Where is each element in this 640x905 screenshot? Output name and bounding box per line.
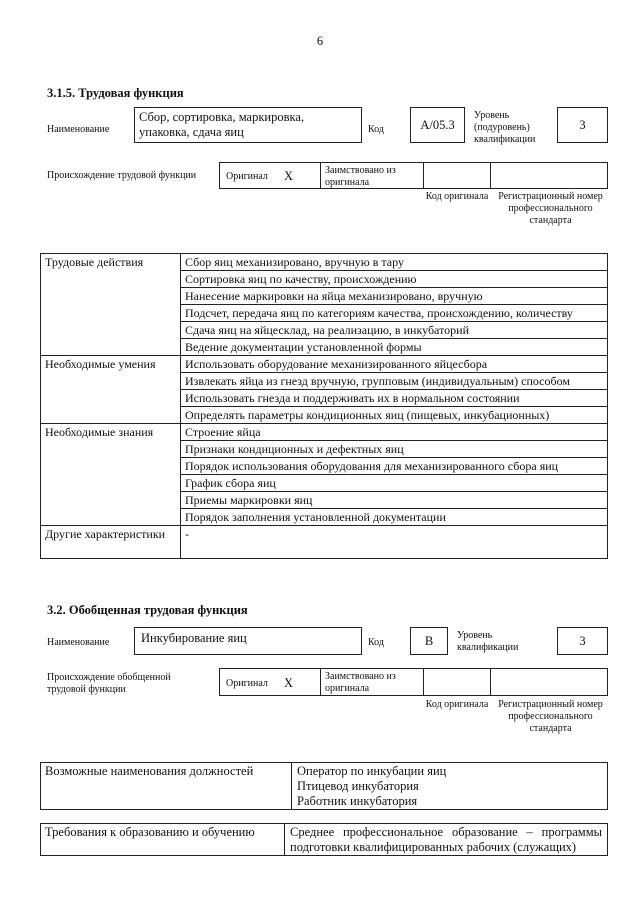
code-label: Код <box>368 124 384 135</box>
education-label: Требования к образованию и обучению <box>45 825 255 839</box>
table-row <box>41 356 608 373</box>
knowledge-item: График сбора яиц <box>181 475 608 492</box>
knowledge-item: Порядок заполнения установленной документации <box>181 509 608 526</box>
section-heading: 3.1.5. Трудовая функция <box>47 86 184 100</box>
education-value: Среднее профессиональное образование – программы подготовки квалифицированных рабочих (служащих) <box>290 825 602 854</box>
action-item: Подсчет, передача яиц по категориям качества, происхождению, количеству <box>181 305 608 322</box>
code-value: B <box>410 627 448 655</box>
level-value: 3 <box>557 107 608 143</box>
level-label: Уровень (подуровень) квалификации <box>474 110 536 145</box>
origin-box <box>219 162 608 189</box>
name-label: Наименование <box>47 637 110 648</box>
skill-item: Извлекать яйца из гнезд вручную, групповым (индивидуальным) способом <box>181 373 608 390</box>
skill-item: Использовать гнезда и поддерживать их в нормальном состоянии <box>181 390 608 407</box>
action-item: Сдача яиц на яйцесклад, на реализацию, в инкубаторий <box>181 322 608 339</box>
reg-number-caption: Регистрационный номер профессионального стандарта <box>498 699 603 734</box>
divider <box>423 669 424 695</box>
knowledge-item: Строение яйца <box>181 424 608 441</box>
positions-table <box>40 762 608 810</box>
other-label: Другие характеристики <box>41 526 181 559</box>
position-item: Работник инкубатория <box>297 794 418 808</box>
skill-item: Использовать оборудование механизированного яйцесбора <box>181 356 608 373</box>
function-name: Инкубирование яиц <box>141 631 247 645</box>
code-label: Код <box>368 637 384 648</box>
original-label: Оригинал <box>226 678 268 689</box>
code-value: A/05.3 <box>410 107 465 143</box>
table-row <box>41 254 608 271</box>
action-item: Нанесение маркировки на яйца механизировано, вручную <box>181 288 608 305</box>
action-item: Сбор яиц механизировано, вручную в тару <box>181 254 608 271</box>
function-name-box <box>134 627 362 655</box>
divider <box>320 669 321 695</box>
function-name: Сбор, сортировка, маркировка, упаковка, сдача яиц <box>139 110 305 139</box>
reg-number-caption: Регистрационный номер профессионального стандарта <box>498 191 603 226</box>
skills-label: Необходимые умения <box>41 356 181 424</box>
page-number: 6 <box>316 34 324 48</box>
borrowed-label: Заимствовано из оригинала <box>325 671 396 694</box>
action-item: Ведение документации установленной формы <box>181 339 608 356</box>
skill-item: Определять параметры кондиционных яиц (пищевых, инкубационных) <box>181 407 608 424</box>
code-original-caption: Код оригинала <box>425 699 489 710</box>
divider <box>291 763 292 809</box>
other-value: - <box>181 526 608 559</box>
divider <box>284 824 285 855</box>
divider <box>490 669 491 695</box>
origin-box <box>219 668 608 696</box>
position-item: Птицевод инкубатория <box>297 779 419 793</box>
divider <box>423 163 424 188</box>
original-mark: X <box>284 169 294 183</box>
origin-label: Происхождение обобщенной трудовой функции <box>47 672 171 695</box>
level-value: 3 <box>557 627 608 655</box>
level-label: Уровень квалификации <box>457 630 519 653</box>
original-label: Оригинал <box>226 171 268 182</box>
knowledge-label: Необходимые знания <box>41 424 181 526</box>
function-name-box <box>134 107 362 143</box>
code-original-caption: Код оригинала <box>425 191 489 202</box>
origin-label: Происхождение трудовой функции <box>47 170 197 181</box>
knowledge-item: Приемы маркировки яиц <box>181 492 608 509</box>
actions-label: Трудовые действия <box>41 254 181 356</box>
positions-label: Возможные наименования должностей <box>45 764 254 778</box>
function-details-table <box>40 253 608 559</box>
table-row <box>41 526 608 559</box>
original-mark: X <box>284 676 294 690</box>
table-row <box>41 424 608 441</box>
divider <box>490 163 491 188</box>
divider <box>320 163 321 188</box>
knowledge-item: Порядок использования оборудования для механизированного сбора яиц <box>181 458 608 475</box>
education-table <box>40 823 608 856</box>
borrowed-label: Заимствовано из оригинала <box>325 165 396 188</box>
name-label: Наименование <box>47 124 110 135</box>
position-item: Оператор по инкубации яиц <box>297 764 447 778</box>
section-heading: 3.2. Обобщенная трудовая функция <box>47 603 248 617</box>
knowledge-item: Признаки кондиционных и дефектных яиц <box>181 441 608 458</box>
action-item: Сортировка яиц по качеству, происхождению <box>181 271 608 288</box>
